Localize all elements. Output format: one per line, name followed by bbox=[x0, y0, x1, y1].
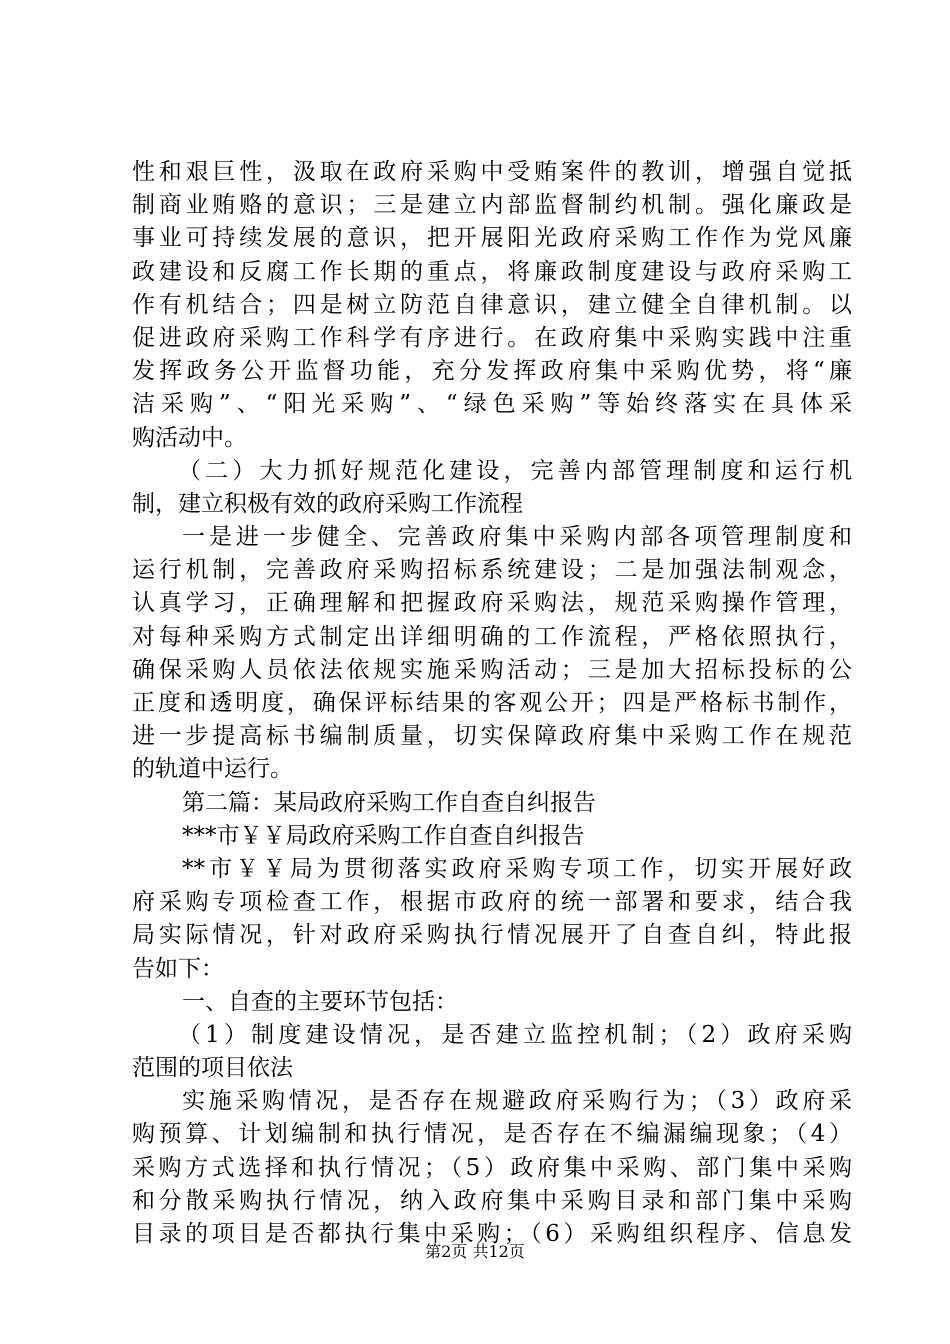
text-line: 性和艰巨性，汲取在政府采购中受贿案件的教训，增强自觉抵 bbox=[132, 159, 852, 185]
text-line: 事业可持续发展的意识，把开展阳光政府采购工作作为党风廉 bbox=[132, 225, 852, 252]
text-line: 采购方式选择和执行情况；（5）政府集中采购、部门集中采购 bbox=[132, 1154, 852, 1181]
text-line: 运行机制，完善政府采购招标系统建设；二是加强法制观念， bbox=[132, 557, 852, 584]
text-line: 正度和透明度，确保评标结果的客观公开；四是严格标书制作， bbox=[132, 690, 852, 716]
text-line: （1）制度建设情况，是否建立监控机制；（2）政府采购 bbox=[178, 1021, 852, 1048]
text-line: 发挥政务公开监督功能，充分发挥政府集中采购优势，将“廉 bbox=[132, 358, 852, 385]
chapter-title: 第二篇：某局政府采购工作自查自纠报告 bbox=[182, 789, 596, 816]
section-heading-continued: 制，建立积极有效的政府采购工作流程 bbox=[132, 490, 523, 517]
text-line: 洁采购”、“阳光采购”、“绿色采购”等始终落实在具体采 bbox=[132, 391, 852, 418]
text-line: 目录的项目是否都执行集中采购；（6）采购组织程序、信息发 bbox=[132, 1221, 852, 1247]
text-line: 告如下： bbox=[132, 955, 224, 982]
list-heading: 一、自查的主要环节包括： bbox=[182, 988, 458, 1015]
text-line: 局实际情况，针对政府采购执行情况展开了自查自纠，特此报 bbox=[132, 922, 852, 949]
text-line: 一是进一步健全、完善政府集中采购内部各项管理制度和 bbox=[182, 524, 852, 551]
text-line: 确保采购人员依法依规实施采购活动；三是加大招标投标的公 bbox=[132, 656, 852, 683]
text-line: 促进政府采购工作科学有序进行。在政府集中采购实践中注重 bbox=[132, 324, 852, 351]
text-line: 政建设和反腐工作长期的重点，将廉政制度建设与政府采购工 bbox=[132, 258, 852, 285]
text-line: 的轨道中运行。 bbox=[132, 756, 293, 783]
text-line: 进一步提高标书编制质量，切实保障政府集中采购工作在规范 bbox=[132, 723, 852, 750]
text-line: **市￥￥局为贯彻落实政府采购专项工作，切实开展好政 bbox=[182, 855, 852, 882]
text-line: 制商业贿赂的意识；三是建立内部监督制约机制。强化廉政是 bbox=[132, 192, 852, 219]
text-line: 和分散采购执行情况，纳入政府集中采购目录和部门集中采购 bbox=[132, 1187, 852, 1214]
document-body bbox=[132, 156, 852, 1251]
text-line: 购预算、计划编制和执行情况，是否存在不编漏编现象；（4） bbox=[132, 1121, 852, 1148]
report-title: ***市￥￥局政府采购工作自查自纠报告 bbox=[182, 822, 585, 849]
text-line: 范围的项目依法 bbox=[132, 1055, 293, 1082]
text-line: 认真学习，正确理解和把握政府采购法，规范采购操作管理， bbox=[132, 590, 852, 617]
text-line: 对每种采购方式制定出详细明确的工作流程，严格依照执行， bbox=[132, 623, 852, 650]
section-heading: （二）大力抓好规范化建设，完善内部管理制度和运行机 bbox=[178, 457, 852, 484]
page-number-footer: 第2页 共12页 bbox=[425, 1242, 525, 1261]
text-line: 实施采购情况，是否存在规避政府采购行为；（3）政府采 bbox=[182, 1088, 852, 1115]
text-line: 府采购专项检查工作，根据市政府的统一部署和要求，结合我 bbox=[132, 889, 852, 916]
text-line: 作有机结合；四是树立防范自律意识，建立健全自律机制。以 bbox=[132, 291, 852, 318]
text-line: 购活动中。 bbox=[132, 424, 247, 451]
